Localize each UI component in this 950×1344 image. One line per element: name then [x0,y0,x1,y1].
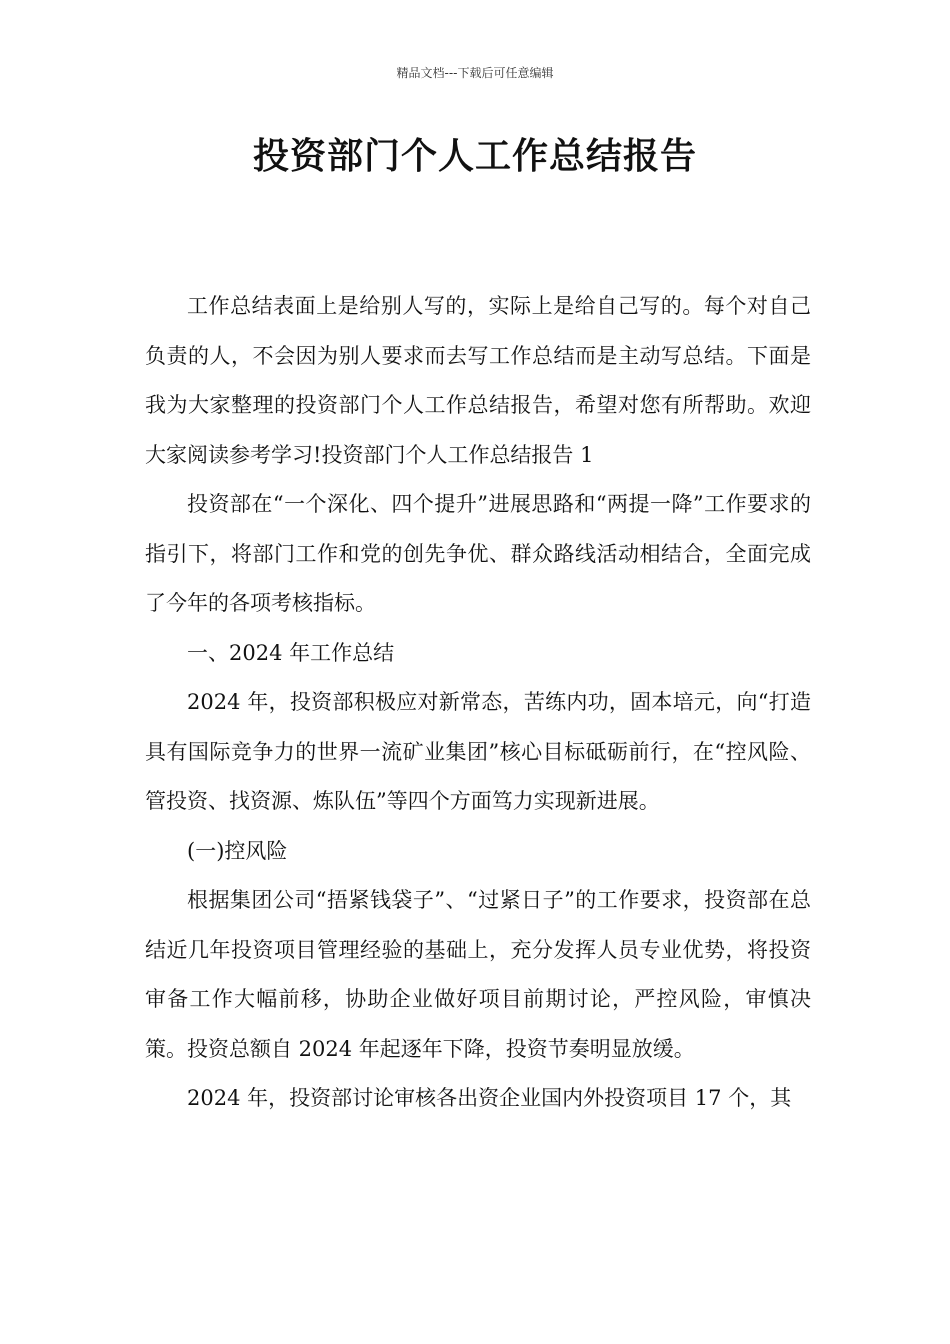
paragraph-overview: 投资部在“一个深化、四个提升”进展思路和“两提一降”工作要求的指引下，将部门工作和党的创先争优、群众路线活动相结合，全面完成了今年的各项考核指标。 [145,492,811,615]
document-title: 投资部门个人工作总结报告 [252,136,697,177]
subsection-heading-risk: (一)控风险 [187,838,288,863]
section-heading-1: 一、2024 年工作总结 [187,640,395,665]
paragraph-2024-summary: 2024 年，投资部积极应对新常态，苦练内功，固本培元，向“打造具有国际竞争力的世界一流矿业集团”核心目标砥砺前行，在“控风险、管投资、找资源、炼队伍”等四个方面笃力实现新进展。 [145,690,811,813]
paragraph-projects: 2024 年，投资部讨论审核各出资企业国内外投资项目 17 个，其 [187,1086,792,1110]
paragraph-risk-control: 根据集团公司“捂紧钱袋子”、“过紧日子”的工作要求，投资部在总结近几年投资项目管理经验的基础上，充分发挥人员专业优势，将投资审备工作大幅前移，协助企业做好项目前期讨论，严控风险，审慎决策。投资总额自 2024 年起逐年下降，投资节奏明显放缓。 [145,888,811,1061]
header-note: 精品文档---下载后可任意编辑 [396,66,554,80]
paragraph-intro: 工作总结表面上是给别人写的，实际上是给自己写的。每个对自己负责的人，不会因为别人要求而去写工作总结而是主动写总结。下面是我为大家整理的投资部门个人工作总结报告，希望对您有所帮助。欢迎大家阅读参考学习!投资部门个人工作总结报告 1 [145,294,811,467]
document-body [145,282,811,1124]
